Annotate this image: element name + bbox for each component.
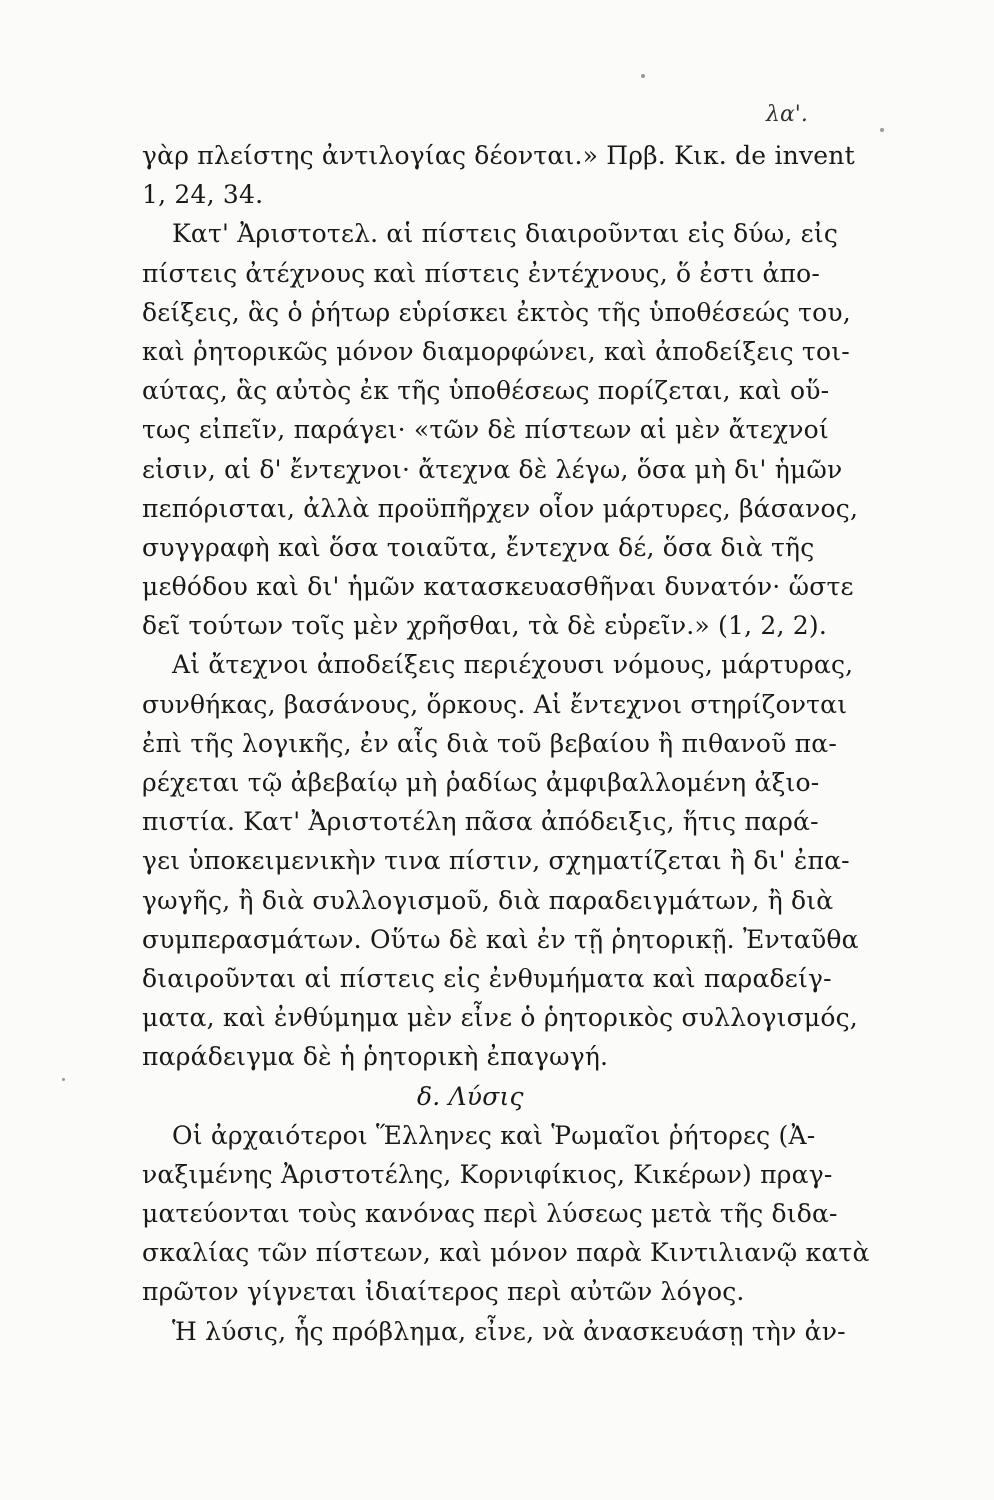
text-line: σκαλίας τῶν πίστεων, καὶ μόνον παρὰ Κιντιλιανῷ κατὰ	[142, 1238, 870, 1268]
text-line: πρῶτον γίγνεται ἰδιαίτερος περὶ αὐτῶν λόγος.	[142, 1277, 745, 1307]
text-line: γωγῆς, ἢ διὰ συλλογισμοῦ, διὰ παραδειγμάτων, ἢ διὰ	[142, 885, 834, 915]
text-line: πίστεις ἀτέχνους καὶ πίστεις ἐντέχνους, ὅ ἐστι ἀπο-	[142, 258, 821, 288]
text-line: μεθόδου καὶ δι' ἡμῶν κατασκευασθῆναι δυνατόν· ὥστε	[142, 572, 854, 602]
body-text	[142, 136, 870, 1351]
text-line: Αἱ ἄτεχνοι ἀποδείξεις περιέχουσι νόμους, μάρτυρας,	[172, 650, 854, 680]
text-line: ματεύονται τοὺς κανόνας περὶ λύσεως μετὰ τῆς διδα-	[142, 1199, 838, 1229]
text-line: διαιροῦνται αἱ πίστεις εἰς ἐνθυμήματα καὶ παραδείγ-	[142, 963, 832, 993]
text-line: αύτας, ἃς αὐτὸς ἐκ τῆς ὑποθέσεως πορίζεται, καὶ οὕ-	[142, 376, 830, 406]
text-line: εἰσιν, αἱ δ' ἔντεχνοι· ἄτεχνα δὲ λέγω, ὅσα μὴ δι' ἡμῶν	[142, 454, 843, 484]
paper-speck	[62, 1078, 65, 1081]
section-heading: δ. Λύσις	[417, 1081, 524, 1111]
text-line: Οἱ ἀρχαιότεροι Ἕλληνες καὶ Ῥωμαῖοι ῥήτορες (Ἀ-	[172, 1120, 816, 1150]
text-line: γὰρ πλείστης ἀντιλογίας δέονται.» Πρβ. Κικ. de invent	[142, 141, 855, 170]
text-line: πιστία. Κατ' Ἀριστοτέλη πᾶσα ἀπόδειξις, ἥτις παρά-	[142, 807, 819, 837]
text-line: δείξεις, ἃς ὁ ῥήτωρ εὑρίσκει ἐκτὸς τῆς ὑποθέσεώς του,	[142, 297, 851, 327]
text-line: συνθήκας, βασάνους, ὅρκους. Αἱ ἔντεχνοι στηρίζονται	[142, 689, 848, 719]
paper-speck	[880, 128, 884, 132]
text-line: παράδειγμα δὲ ἡ ῥητορικὴ ἐπαγωγή.	[142, 1042, 609, 1072]
text-line: συγγραφὴ καὶ ὅσα τοιαῦτα, ἔντεχνα δέ, ὅσα διὰ τῆς	[142, 532, 815, 562]
text-line: ναξιμένης Ἀριστοτέλης, Κορνιφίκιος, Κικέρων) πραγ-	[142, 1159, 833, 1189]
text-line: γει ὑποκειμενικὴν τινα πίστιν, σχηματίζεται ἢ δι' ἐπα-	[142, 846, 850, 876]
text-line: πεπόρισται, ἀλλὰ προϋπῆρχεν οἷον μάρτυρες, βάσανος,	[142, 493, 859, 523]
text-line: Κατ' Ἀριστοτελ. αἱ πίστεις διαιροῦνται εἰς δύω, εἰς	[172, 219, 839, 249]
paper-speck	[641, 74, 645, 78]
text-line: καὶ ῥητορικῶς μόνον διαμορφώνει, καὶ ἀποδείξεις τοι-	[142, 336, 850, 366]
text-line: Ἡ λύσις, ἧς πρόβλημα, εἶνε, νὰ ἀνασκευάσῃ τὴν ἀν-	[172, 1316, 846, 1346]
text-line: τως εἰπεῖν, παράγει· «τῶν δὲ πίστεων αἱ μὲν ἄτεχνοί	[142, 415, 829, 445]
text-line: 1, 24, 34.	[142, 180, 264, 210]
page-number: λα'.	[766, 102, 808, 127]
text-line: ρέχεται τῷ ἀβεβαίῳ μὴ ῥαδίως ἀμφιβαλλομένη ἀξιο-	[142, 768, 820, 797]
text-line: δεῖ τούτων τοῖς μὲν χρῆσθαι, τὰ δὲ εὑρεῖν.» (1, 2, 2).	[142, 611, 827, 641]
text-line: συμπερασμάτων. Οὕτω δὲ καὶ ἐν τῇ ῥητορικῇ. Ἐνταῦθα	[142, 924, 859, 954]
text-line: ἐπὶ τῆς λογικῆς, ἐν αἷς διὰ τοῦ βεβαίου ἢ πιθανοῦ πα-	[142, 728, 837, 758]
text-line: ματα, καὶ ἐνθύμημα μὲν εἶνε ὁ ῥητορικὸς συλλογισμός,	[142, 1003, 858, 1033]
